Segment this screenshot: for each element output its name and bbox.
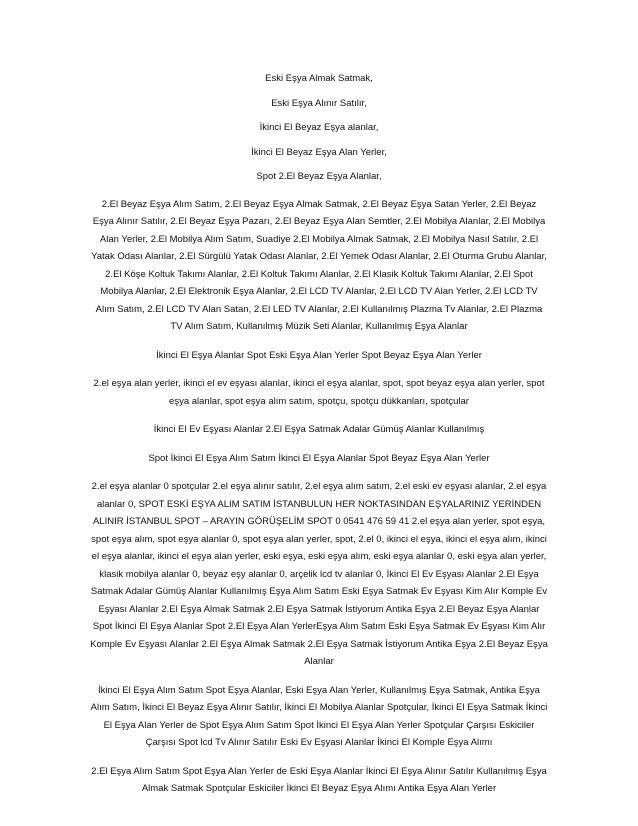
paragraph: 2.el eşya alan yerler, ikinci el ev eşyası alanlar, ikinci el eşya alanlar, spot, spot beyaz eşya alan yerler, spot eşya alanlar, spot eşya alım satım, spotçu, spotçu dükkanları, spotçular (93, 378, 545, 407)
paragraph: 2.El Eşya Alım Satım Spot Eşya Alan Yerler de Eski Eşya Alanlar İkinci El Eşya Alınır Satılır Kullanılmış Eşya Almak Satmak Spotçular Eskiciler İkinci El Beyaz Eşya Alımı Antika Eşya Alan Yerler (91, 765, 547, 794)
title-line: Eski Eşya Alınır Satılır, (271, 97, 367, 109)
title-line: Eski Eşya Almak Satmak, (265, 73, 373, 84)
paragraph: İkinci El Eşya Alım Satım Spot Eşya Alanlar, Eski Eşya Alan Yerler, Kullanılmış Eşya Satmak, Antika Eşya Alım Satım, İkinci El Beyaz Eşya Alınır Satılır, İkinci El Mobilya Alanlar Spotçular, İkinci El Eşya Satmak İkinci El Eşya Alan Yerler de Spot Eşya Alım Satım Spot İkinci El Eşya Alan Yerler Spotçular Çarşısı Eskiciler Çarşısı Spot lcd Tv Alınır Satılır Eski Ev Eşyası Alanlar İkinci El Komple Eşya Alımı (90, 684, 548, 748)
title-line: İkinci El Beyaz Eşya Alan Yerler, (251, 146, 387, 158)
paragraph: İkinci El Eşya Alanlar Spot Eski Eşya Alan Yerler Spot Beyaz Eşya Alan Yerler (156, 349, 482, 361)
title-line: Spot 2.El Beyaz Eşya Alanlar, (256, 171, 382, 182)
paragraph: 2.el eşya alanlar 0 spotçular 2.el eşya alınır satılır, 2.el eşya alım satım, 2.el eski ev eşyası alanlar, 2.el eşya alanlar 0, SPOT ESKİ EŞYA ALIM SATIM İSTANBULUN HER NOKTASINDAN EŞYALARINIZ YERİNDEN ALINIR İSTANBUL SPOT – ARAYIN GÖRÜŞELİM SPOT 0 0541 476 59 41 2.el eşya alan yerler, spot eşya, spot eşya alım, spot eşya alanlar 0, spot eşya alan yerler, spot, 2.el 0, ikinci el eşya, ikinci el eşya alım, ikinci el eşya alanlar, ikinci el eşya alan yerler, eski eşya, eski eşya alım, eski eşya alanlar 0, eski eşya alan yerler, klasik mobilya alanlar 0, beyaz eşy alanlar 0, arçelik lcd tv alanlar 0, İkinci El Ev Eşyası Alanlar 2.El Eşya Satmak Adalar Gümüş Alanlar Kullanılmış Eşya Alım Satım Eski Eşya Satmak Ev Eşyası Kim Alır Komple Ev Eşyası Alanlar 2.El Eşya Almak Satmak 2.El Eşya Satmak İstiyorum Antika Eşya 2.El Beyaz Eşya Alanlar Spot İkinci El Eşya Alanlar Spot 2.El Eşya Alan YerlerEşya Alım Satım Eski Eşya Satmak Ev Eşyası Kim Alır Komple Ev Eşyası Alanlar 2.El Eşya Almak Satmak 2.El Eşya Satmak İstiyorum Antika Eşya 2.El Beyaz Eşya Alanlar (90, 481, 548, 667)
title-line: İkinci El Beyaz Eşya alanlar, (259, 122, 379, 133)
paragraph: İkinci El Ev Eşyası Alanlar 2.El Eşya Satmak Adalar Gümüş Alanlar Kullanılmış (153, 424, 485, 435)
paragraph: Spot İkinci El Eşya Alım Satım İkinci El Eşya Alanlar Spot Beyaz Eşya Alan Yerler (148, 452, 490, 464)
paragraph: 2.El Beyaz Eşya Alım Satım, 2.El Beyaz Eşya Almak Satmak, 2.El Beyaz Eşya Satan Yerler, 2.El Beyaz Eşya Alınır Satılır, 2.El Beyaz Eşya Pazarı, 2.El Beyaz Eşya Alan Semtler, 2.El Mobilya Alanlar, 2.El Mobilya Alan Yerler, 2.El Mobilya Alım Satım, Suadiye 2.El Mobilya Almak Satmak, 2.El Mobilya Nasıl Satılır, 2.El Yatak Odası Alanlar, 2.El Sürgülü Yatak Odası Alanlar, 2.El Yemek Odası Alanlar, 2.El Oturma Grubu Alanlar, 2.El Köşe Koltuk Takımı Alanlar, 2.El Koltuk Takımı Alanlar, 2.El Klasik Koltuk Takımı Alanlar, 2.El Spot Mobilya Alanlar, 2.El Elektronik Eşya Alanlar, 2.El LCD TV Alanlar, 2.El LCD TV Alan Yerler, 2.El LCD TV Alım Satım, 2.El LCD TV Alan Satan, 2.El LED TV Alanlar, 2.El Kullanılmış Plazma Tv Alanlar, 2.El Plazma TV Alım Satım, Kullanılmış Müzik Seti Alanlar, Kullanılmış Eşya Alanlar (91, 198, 547, 332)
document-page (90, 70, 548, 809)
